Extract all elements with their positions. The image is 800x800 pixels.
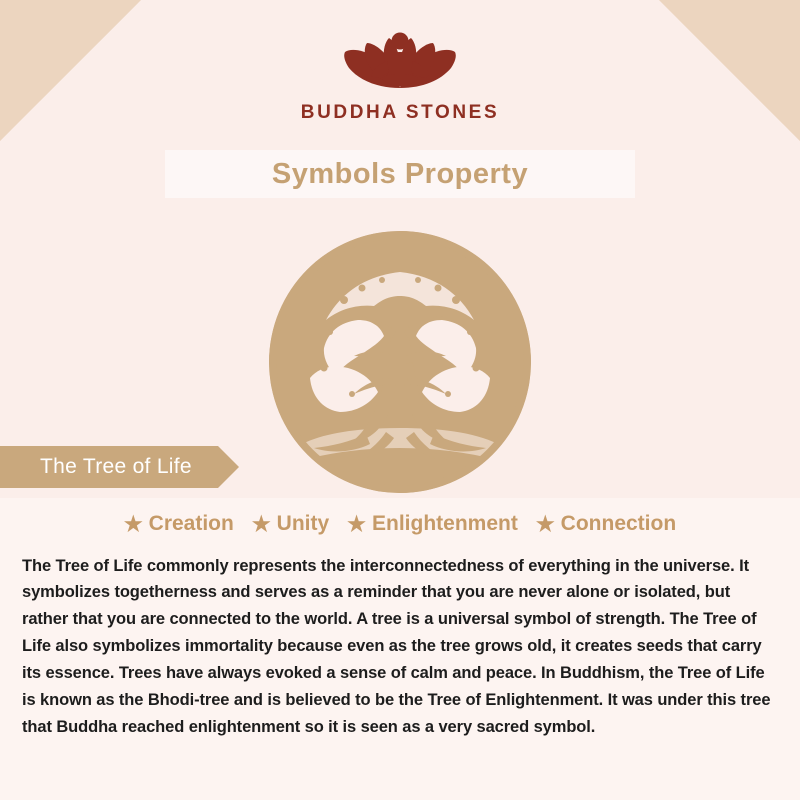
body-panel xyxy=(0,498,800,800)
keyword-label: Connection xyxy=(560,512,677,535)
brand-header xyxy=(0,0,800,140)
page-title: Symbols Property xyxy=(271,157,529,190)
section-ribbon-wrapper xyxy=(0,446,800,488)
page-title-band xyxy=(165,150,635,198)
lotus-meditation-icon xyxy=(315,14,485,100)
keyword-item-connection xyxy=(536,512,676,536)
star-icon: ★ xyxy=(535,512,555,536)
section-ribbon-label: The Tree of Life xyxy=(40,455,192,478)
description-paragraph: The Tree of Life commonly represents the interconnectedness of everything in the universe. It symbolizes togetherness and serves as a reminder that you are never alone or isolated, but rather that you are connected to the world. A tree is a universal symbol of strength. The Tree of Life also symbolizes immortality because even as the tree grows old, it creates seeds that carry its essence. Trees have always evoked a sense of calm and peace. In Buddhism, the Tree of Life is known as the Bhodi-tree and is believed to be the Tree of Enlightenment. It was under this tree that Buddha reached enlightenment so it is seen as a very sacred symbol. xyxy=(22,556,771,736)
keyword-label: Enlightenment xyxy=(372,512,518,535)
keyword-item-creation xyxy=(124,512,234,536)
star-icon: ★ xyxy=(123,512,143,536)
keyword-item-enlightenment xyxy=(347,512,518,536)
keyword-label: Unity xyxy=(276,512,330,535)
keyword-label: Creation xyxy=(148,512,234,535)
keyword-list xyxy=(22,512,778,536)
star-icon: ★ xyxy=(251,512,271,536)
keyword-item-unity xyxy=(252,512,329,536)
brand-name: BUDDHA STONES xyxy=(300,102,500,123)
star-icon: ★ xyxy=(347,512,366,536)
section-ribbon xyxy=(0,446,218,488)
